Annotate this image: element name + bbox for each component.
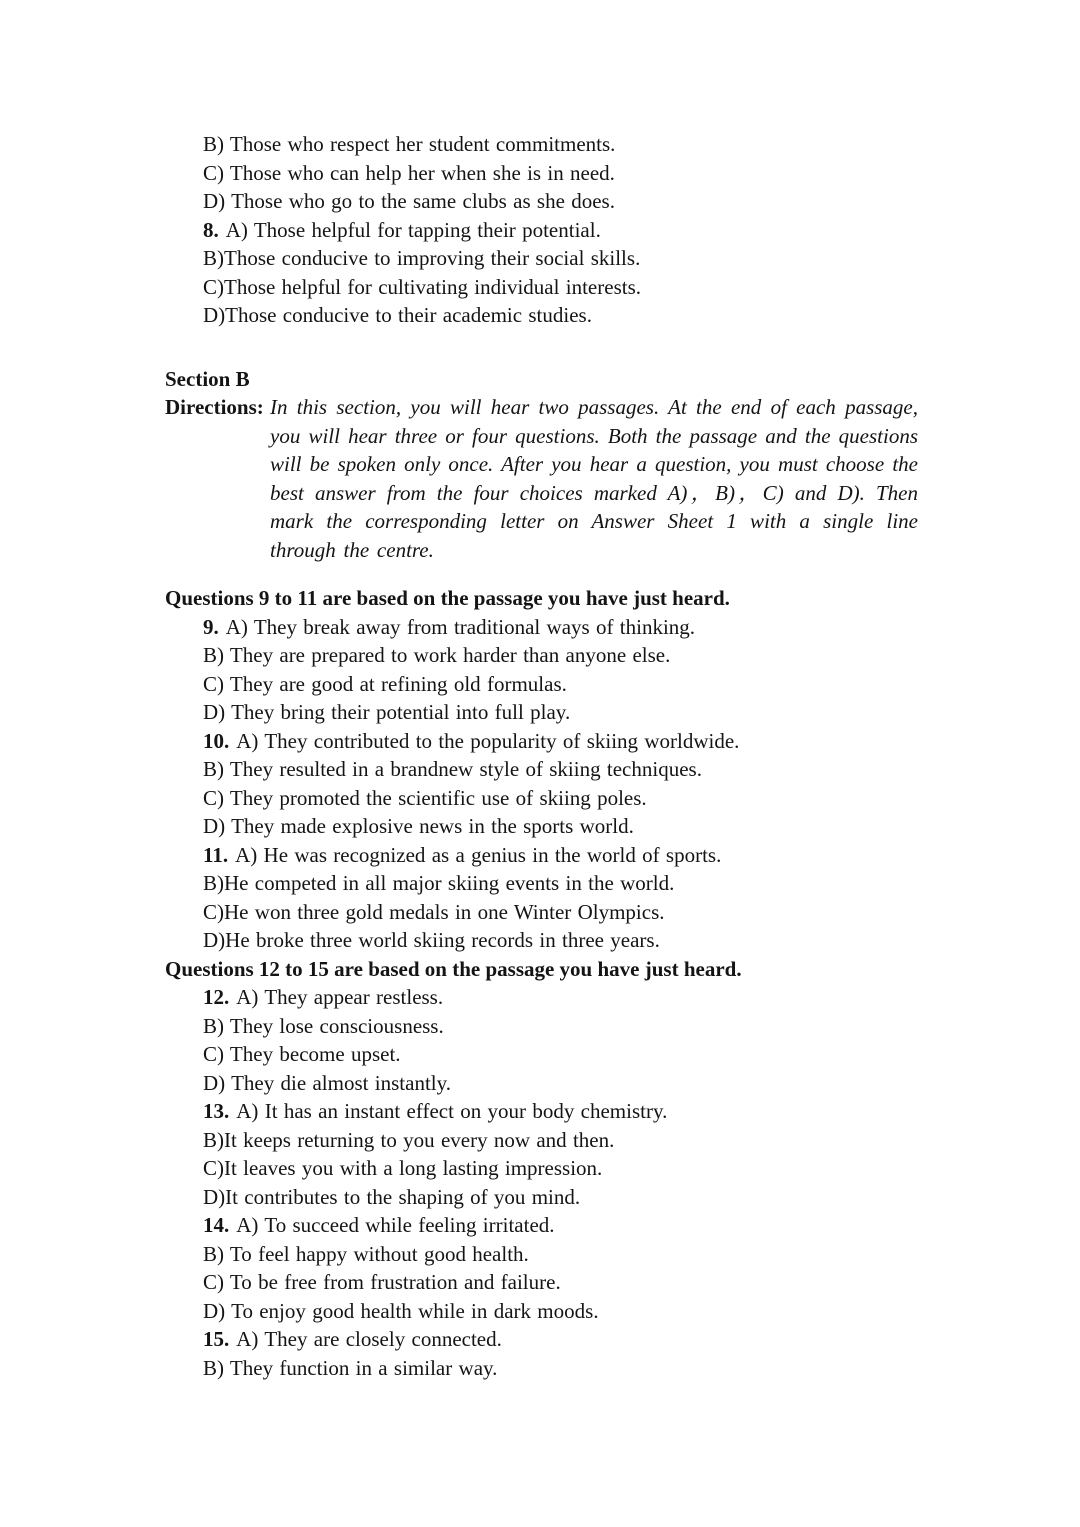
question-line (203, 613, 918, 642)
directions-label: Directions: (165, 395, 264, 419)
question-14 (165, 1211, 918, 1325)
option-line: B) They are prepared to work harder than anyone else. (203, 643, 671, 667)
question-line (203, 1325, 918, 1354)
question-line (203, 1211, 918, 1240)
option-line: C)He won three gold medals in one Winter Olympics. (203, 899, 665, 924)
option-text: A) It has an instant effect on your body chemistry. (236, 1099, 668, 1123)
question-12 (165, 983, 918, 1097)
option-text: A) Those helpful for tapping their potential. (225, 217, 601, 242)
option-line: B) They resulted in a brandnew style of skiing techniques. (203, 757, 702, 781)
option-line: C) Those who can help her when she is in need. (203, 160, 615, 185)
option-line: C) They are good at refining old formulas. (203, 671, 567, 696)
option-line: C) To be free from frustration and failure. (203, 1270, 561, 1294)
option-line: B) They lose consciousness. (203, 1013, 444, 1038)
option-text: A) They appear restless. (236, 985, 444, 1009)
passage-1-heading: Questions 9 to 11 are based on the passage you have just heard. (165, 586, 730, 610)
question-10 (165, 727, 918, 841)
question-11 (165, 841, 918, 955)
option-text: A) They are closely connected. (236, 1327, 502, 1351)
option-line: B)Those conducive to improving their social skills. (203, 246, 641, 270)
option-text: A) They contributed to the popularity of skiing worldwide. (236, 728, 740, 753)
option-line: C)Those helpful for cultivating individual interests. (203, 274, 641, 299)
option-line: B) To feel happy without good health. (203, 1241, 529, 1266)
question-number: 12. (203, 985, 230, 1009)
option-text: A) To succeed while feeling irritated. (236, 1213, 555, 1237)
question-9 (165, 613, 918, 727)
directions-text: In this section, you will hear two passages. At the end of each passage, you will hear three or four questions. Both the passage and the questions will be spoken only once. After you hear a question, you must choose the best answer from the four choices marked A)，B)，C) and D). Then mark the corresponding letter on Answer Sheet 1 with a single line through the centre. (270, 395, 918, 562)
option-line: D)He broke three world skiing records in three years. (203, 928, 660, 952)
directions (165, 393, 918, 564)
option-line: D) They bring their potential into full play. (203, 700, 571, 724)
question-number: 8. (203, 217, 219, 242)
question-line (203, 983, 918, 1012)
question-line (203, 216, 918, 245)
question-number: 15. (203, 1327, 230, 1351)
question-8 (165, 216, 918, 330)
question-7-options (165, 130, 918, 216)
question-line (203, 727, 918, 756)
question-number: 13. (203, 1099, 230, 1123)
option-line: B)He competed in all major skiing events in the world. (203, 871, 675, 895)
page-content (165, 130, 918, 1382)
question-15 (165, 1325, 918, 1382)
option-line: D) Those who go to the same clubs as she does. (203, 189, 615, 213)
passage-2-heading: Questions 12 to 15 are based on the passage you have just heard. (165, 956, 742, 981)
option-line: D) To enjoy good health while in dark moods. (203, 1298, 599, 1323)
section-b-heading: Section B (165, 366, 250, 391)
question-line (203, 1097, 918, 1126)
option-line: D)It contributes to the shaping of you mind. (203, 1184, 581, 1209)
option-line: B)It keeps returning to you every now and then. (203, 1127, 615, 1152)
question-number: 14. (203, 1213, 230, 1237)
option-text: A) He was recognized as a genius in the world of sports. (235, 842, 722, 867)
question-13 (165, 1097, 918, 1211)
option-line: B) They function in a similar way. (203, 1355, 498, 1380)
option-line: B) Those who respect her student commitments. (203, 132, 616, 156)
option-line: C) They become upset. (203, 1042, 401, 1066)
question-number: 11. (203, 842, 229, 867)
option-line: C)It leaves you with a long lasting impression. (203, 1156, 603, 1180)
option-text: A) They break away from traditional ways of thinking. (225, 614, 696, 639)
option-line: D) They made explosive news in the sports world. (203, 814, 634, 838)
option-line: C) They promoted the scientific use of skiing poles. (203, 785, 647, 810)
option-line: D)Those conducive to their academic studies. (203, 303, 592, 327)
question-number: 9. (203, 614, 219, 639)
question-line (203, 841, 918, 870)
question-number: 10. (203, 728, 230, 753)
option-line: D) They die almost instantly. (203, 1070, 451, 1095)
